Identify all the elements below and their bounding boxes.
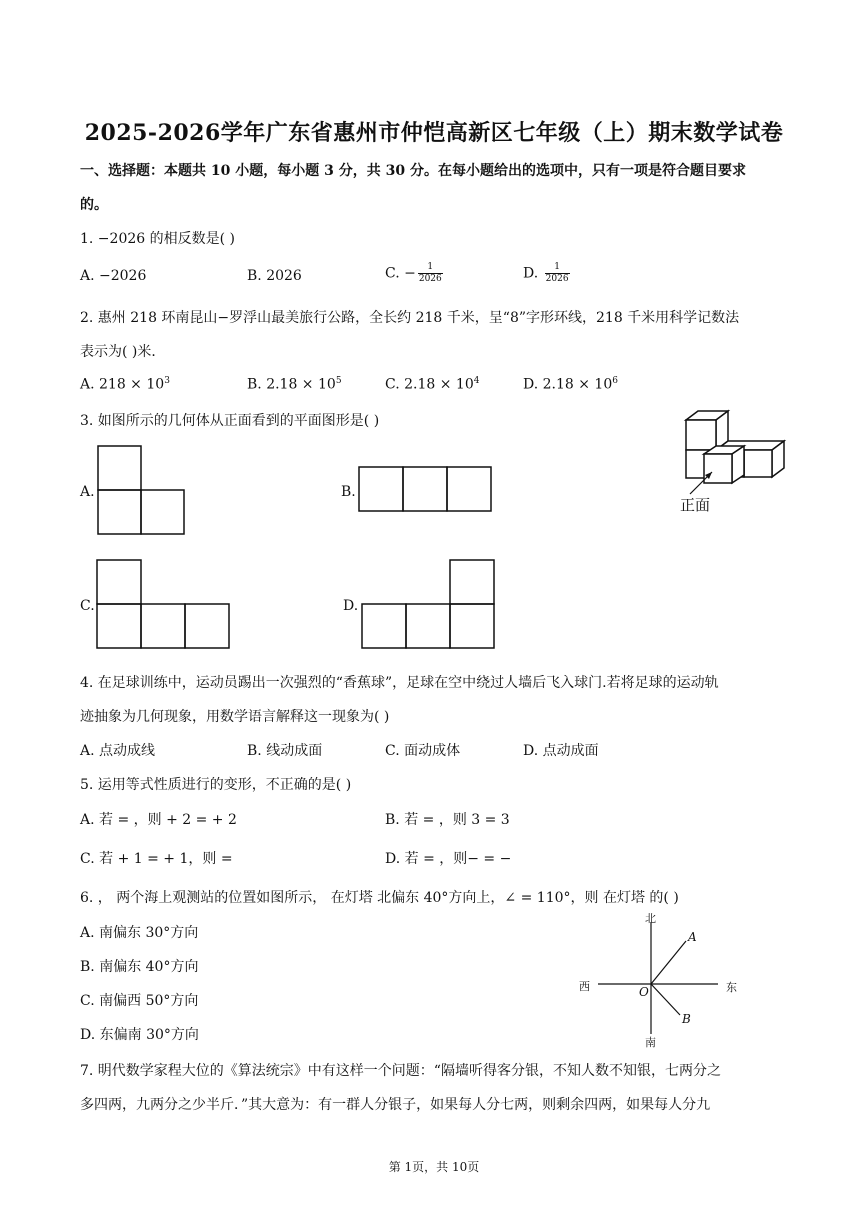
q1-option-c-prefix: C. −	[385, 265, 416, 282]
fraction-denominator: 2026	[418, 274, 442, 284]
q6-option-d: D. 东偏南 30°方向	[80, 1027, 199, 1043]
question-2-line1: 2. 惠州 218 环南昆山−罗浮山最美旅行公路，全长约 218 千米，呈“8”字形环线，218 千米用科学记数法	[80, 310, 740, 326]
question-4-line1: 4. 在足球训练中，运动员踢出一次强烈的“香蕉球”，足球在空中绕过人墙后飞入球门.若将足球的运动轨	[80, 675, 719, 691]
q6-option-a: A. 南偏东 30°方向	[80, 925, 199, 941]
fraction-denominator: 2026	[545, 274, 569, 284]
west-label: 西	[579, 980, 590, 993]
q5-option-a: A. 若 = ，则 + 2 = + 2	[80, 812, 237, 828]
q2-option-b-exponent: 5	[335, 376, 342, 386]
compass-figure	[578, 912, 738, 1032]
q6-option-c: C. 南偏西 50°方向	[80, 993, 199, 1009]
q3-option-a-figure	[98, 446, 188, 536]
question-6-stem: 6. ， 两个海上观测站的位置如图所示， 在灯塔 北偏东 40°方向上，∠ = 110°，则 在灯塔 的( )	[80, 890, 679, 906]
q2-option-d	[523, 376, 618, 393]
q5-option-b: B. 若 = ，则 3 = 3	[385, 812, 510, 828]
question-7-line2: 多四两，九两分之少半斤．”其大意为：有一群人分银子，如果每人分七两，则剩余四两，如果每人分九	[80, 1097, 711, 1113]
q1-option-b: B. 2026	[247, 268, 302, 284]
east-label: 东	[726, 981, 737, 994]
q2-option-c-base: C. 2.18 × 10	[385, 376, 474, 393]
south-label: 南	[645, 1036, 656, 1049]
q3-option-c-label: C.	[80, 598, 95, 614]
q1-option-d	[523, 262, 570, 285]
section-heading: 一、选择题：本题共 10 小题，每小题 3 分，共 30 分。在每小题给出的选项中，只有一项是符合题目要求	[80, 163, 746, 179]
q3-option-d-label: D.	[343, 598, 359, 614]
q3-option-c-figure	[97, 560, 232, 652]
q4-option-b: B. 线动成面	[247, 743, 323, 759]
point-a-label: A	[688, 930, 697, 944]
solid-figure	[676, 408, 786, 508]
point-b-label: B	[682, 1012, 691, 1026]
q2-option-a-base: A. 218 × 10	[80, 376, 165, 393]
question-1-stem: 1. −2026 的相反数是( )	[80, 231, 235, 247]
q3-option-b-label: B.	[341, 484, 356, 500]
fraction-numerator: 1	[418, 262, 443, 274]
q1-option-d-prefix: D.	[523, 265, 543, 282]
question-7-line1: 7. 明代数学家程大位的《算法统宗》中有这样一个问题：“隔墙听得客分银，不知人数不知银，七两分之	[80, 1063, 721, 1079]
section-heading-cont: 的。	[80, 197, 108, 213]
q3-option-d-figure	[362, 560, 497, 652]
q6-option-b: B. 南偏东 40°方向	[80, 959, 199, 975]
q3-option-b-figure	[359, 467, 494, 513]
q3-option-a-label: A.	[80, 484, 95, 500]
question-5-stem: 5. 运用等式性质进行的变形，不正确的是( )	[80, 777, 352, 793]
q4-option-d: D. 点动成面	[523, 743, 599, 759]
front-view-label: 正面	[680, 496, 711, 514]
q1-option-a: A. −2026	[80, 268, 147, 284]
question-4-line2: 迹抽象为几何现象，用数学语言解释这一现象为( )	[80, 709, 390, 725]
q2-option-c	[385, 376, 479, 393]
north-label: 北	[645, 912, 656, 925]
q2-option-d-base: D. 2.18 × 10	[523, 376, 613, 393]
q2-option-b	[247, 376, 342, 393]
q1-option-d-fraction	[545, 262, 570, 285]
page-title: 2025-2026学年广东省惠州市仲恺高新区七年级（上）期末数学试卷	[84, 120, 784, 146]
q2-option-d-exponent: 6	[612, 376, 618, 386]
q2-option-c-exponent: 4	[473, 376, 480, 386]
fraction-numerator: 1	[545, 262, 570, 274]
question-2-line2: 表示为( )米．	[80, 344, 166, 360]
page-footer: 第 1页，共 10页	[388, 1160, 480, 1174]
q4-option-c: C. 面动成体	[385, 743, 461, 759]
q2-option-a	[80, 376, 170, 393]
q2-option-b-base: B. 2.18 × 10	[247, 376, 336, 393]
q5-option-d: D. 若 = ，则− = −	[385, 851, 512, 867]
q5-option-c: C. 若 + 1 = + 1，则 =	[80, 851, 233, 867]
q1-option-c-fraction	[418, 262, 443, 285]
q4-option-a: A. 点动成线	[80, 743, 156, 759]
q1-option-c	[385, 262, 443, 285]
q2-option-a-exponent: 3	[164, 376, 170, 386]
point-o-label: O	[639, 985, 649, 999]
question-3-stem: 3. 如图所示的几何体从正面看到的平面图形是( )	[80, 413, 380, 429]
